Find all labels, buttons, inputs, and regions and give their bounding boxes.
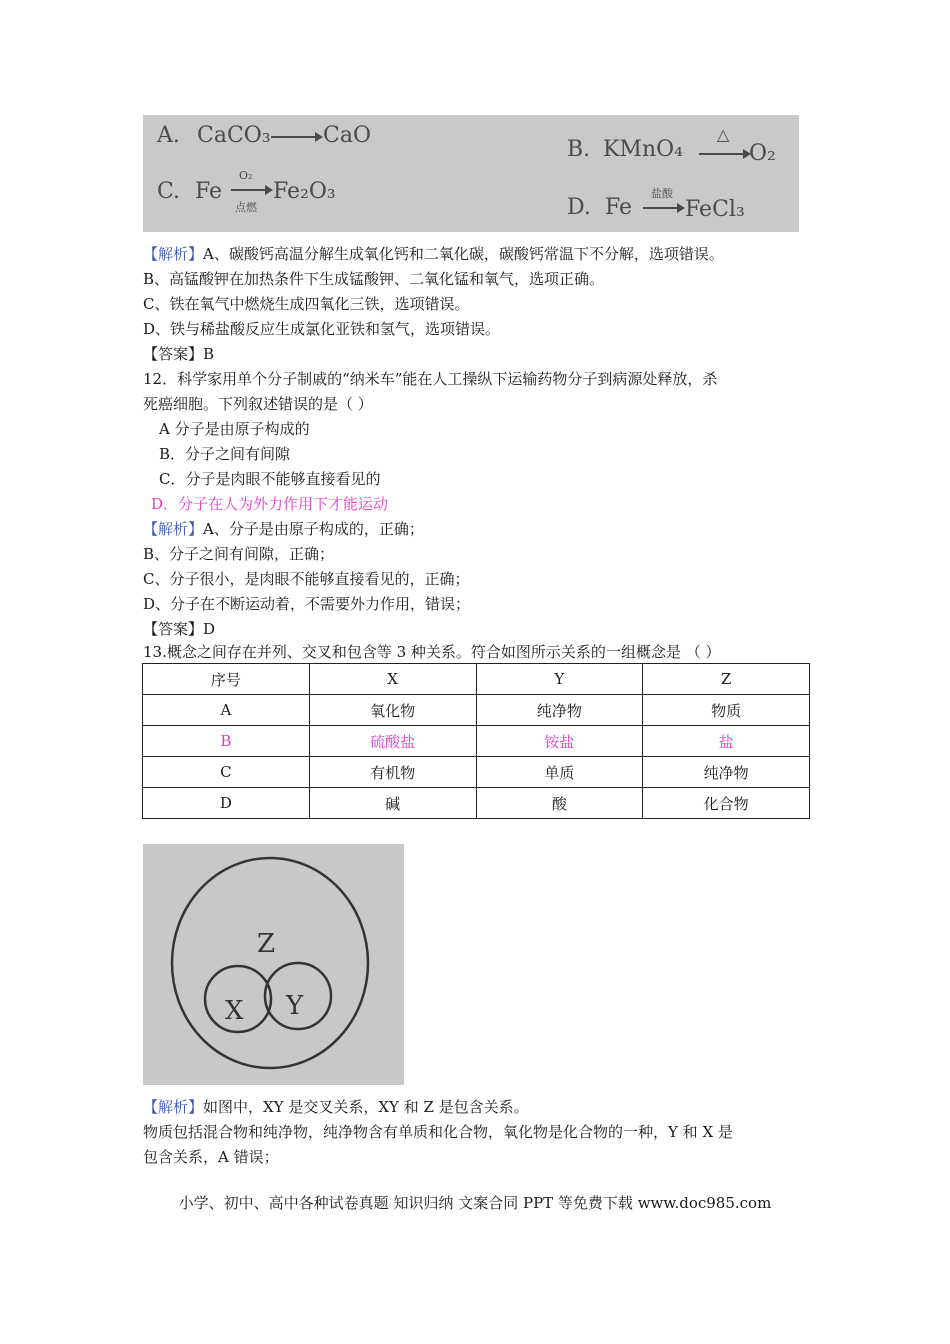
q12-option-c: C．分子是肉眼不能够直接看见的 [159, 470, 381, 488]
option-d-reactant: Fe [605, 195, 633, 220]
q11-analysis-a [143, 244, 724, 264]
table-cell: 化合物 [643, 788, 810, 819]
option-c-reactant: Fe [195, 179, 223, 204]
label-z: Z [257, 929, 276, 959]
analysis-text: A、分子是由原子构成的，正确； [203, 520, 424, 538]
table-cell: 硫酸盐 [309, 726, 476, 757]
table-cell: 氧化物 [309, 695, 476, 726]
table-cell: 纯净物 [643, 757, 810, 788]
table-cell: 有机物 [309, 757, 476, 788]
q12-stem-line2: 死癌细胞。下列叙述错误的是（ ） [143, 395, 373, 413]
table-cell: 单质 [476, 757, 643, 788]
option-d-product: FeCl₃ [685, 197, 745, 222]
q11-analysis-b: B、高锰酸钾在加热条件下生成锰酸钾、二氧化锰和氧气，选项正确。 [143, 270, 605, 288]
q13-table [142, 663, 810, 819]
option-c-condition-bottom: 点燃 [235, 201, 257, 214]
label-y: Y [286, 991, 304, 1021]
table-header-cell: 序号 [143, 664, 310, 695]
table-cell: B [143, 726, 310, 757]
table-row [143, 788, 810, 819]
table-row-highlighted [143, 726, 810, 757]
table-cell: C [143, 757, 310, 788]
analysis-tag: 【解析】 [143, 520, 204, 538]
q13-analysis-2: 物质包括混合物和纯净物，纯净物含有单质和化合物，氧化物是化合物的一种，Y 和 X 是 [143, 1123, 733, 1141]
arrow-icon [641, 201, 687, 215]
analysis-text: A、碳酸钙高温分解生成氧化钙和二氧化碳，碳酸钙常温下不分解，选项错误。 [203, 245, 724, 263]
q13-stem: 13.概念之间存在并列、交叉和包含等 3 种关系。符合如图所示关系的一组概念是 （ ） [143, 643, 721, 661]
option-c-product: Fe₂O₃ [273, 179, 336, 204]
option-d-label: D. [567, 195, 591, 220]
option-a-label: A. [157, 123, 180, 148]
outer-circle-z [172, 858, 368, 1068]
q12-analysis-c: C、分子很小，是肉眼不能够直接看见的，正确； [143, 570, 470, 588]
page-footer: 小学、初中、高中各种试卷真题 知识归纳 文案合同 PPT 等免费下载 www.doc985.com [178, 1194, 772, 1212]
q12-option-a: A 分子是由原子构成的 [159, 420, 310, 438]
q11-answer: 【答案】B [143, 345, 215, 363]
venn-diagram-image [143, 844, 404, 1085]
q12-option-b: B．分子之间有间隙 [159, 445, 291, 463]
q13-analysis-3: 包含关系，A 错误； [143, 1148, 279, 1166]
option-b-reactant: KMnO₄ [603, 137, 683, 162]
q11-analysis-d: D、铁与稀盐酸反应生成氯化亚铁和氢气，选项错误。 [143, 320, 501, 338]
arrow-icon [229, 183, 275, 197]
arrow-icon [269, 129, 325, 145]
table-row [143, 695, 810, 726]
q11-options-image [143, 115, 799, 232]
q12-stem-line1: 12．科学家用单个分子制戚的“纳米车”能在人工操纵下运输药物分子到病源处释放，杀 [143, 370, 718, 388]
option-c-condition-top: O₂ [239, 169, 253, 182]
q11-analysis-c: C、铁在氧气中燃烧生成四氧化三铁，选项错误。 [143, 295, 470, 313]
table-cell: D [143, 788, 310, 819]
table-cell: 物质 [643, 695, 810, 726]
option-a-reactant: CaCO₃ [197, 123, 271, 148]
option-b-product: O₂ [749, 141, 776, 166]
q12-analysis-b: B、分子之间有间隙，正确； [143, 545, 335, 563]
table-header-cell: Z [643, 664, 810, 695]
table-cell: 碱 [309, 788, 476, 819]
table-cell: 铵盐 [476, 726, 643, 757]
q12-answer: 【答案】D [143, 620, 216, 638]
label-x: X [225, 996, 244, 1026]
option-b-condition: △ [717, 125, 730, 144]
q12-option-d: D．分子在人为外力作用下才能运动 [151, 495, 389, 513]
q12-analysis-d: D、分子在不断运动着，不需要外力作用，错误； [143, 595, 471, 613]
option-a-product: CaO [323, 123, 371, 148]
analysis-tag: 【解析】 [143, 245, 204, 263]
table-cell: A [143, 695, 310, 726]
venn-diagram [143, 844, 404, 1085]
table-header-cell: X [309, 664, 476, 695]
option-c-label: C. [157, 179, 181, 204]
q13-analysis-1 [143, 1097, 529, 1117]
table-cell: 纯净物 [476, 695, 643, 726]
option-d-condition: 盐酸 [651, 187, 673, 200]
arrow-icon [697, 146, 753, 162]
table-row [143, 757, 810, 788]
analysis-tag: 【解析】 [143, 1098, 204, 1116]
option-b-label: B. [567, 137, 591, 162]
table-header-cell: Y [476, 664, 643, 695]
table-cell: 酸 [476, 788, 643, 819]
q12-analysis-a [143, 519, 424, 539]
table-header-row [143, 664, 810, 695]
analysis-text: 如图中，XY 是交叉关系，XY 和 Z 是包含关系。 [203, 1098, 529, 1116]
table-cell: 盐 [643, 726, 810, 757]
